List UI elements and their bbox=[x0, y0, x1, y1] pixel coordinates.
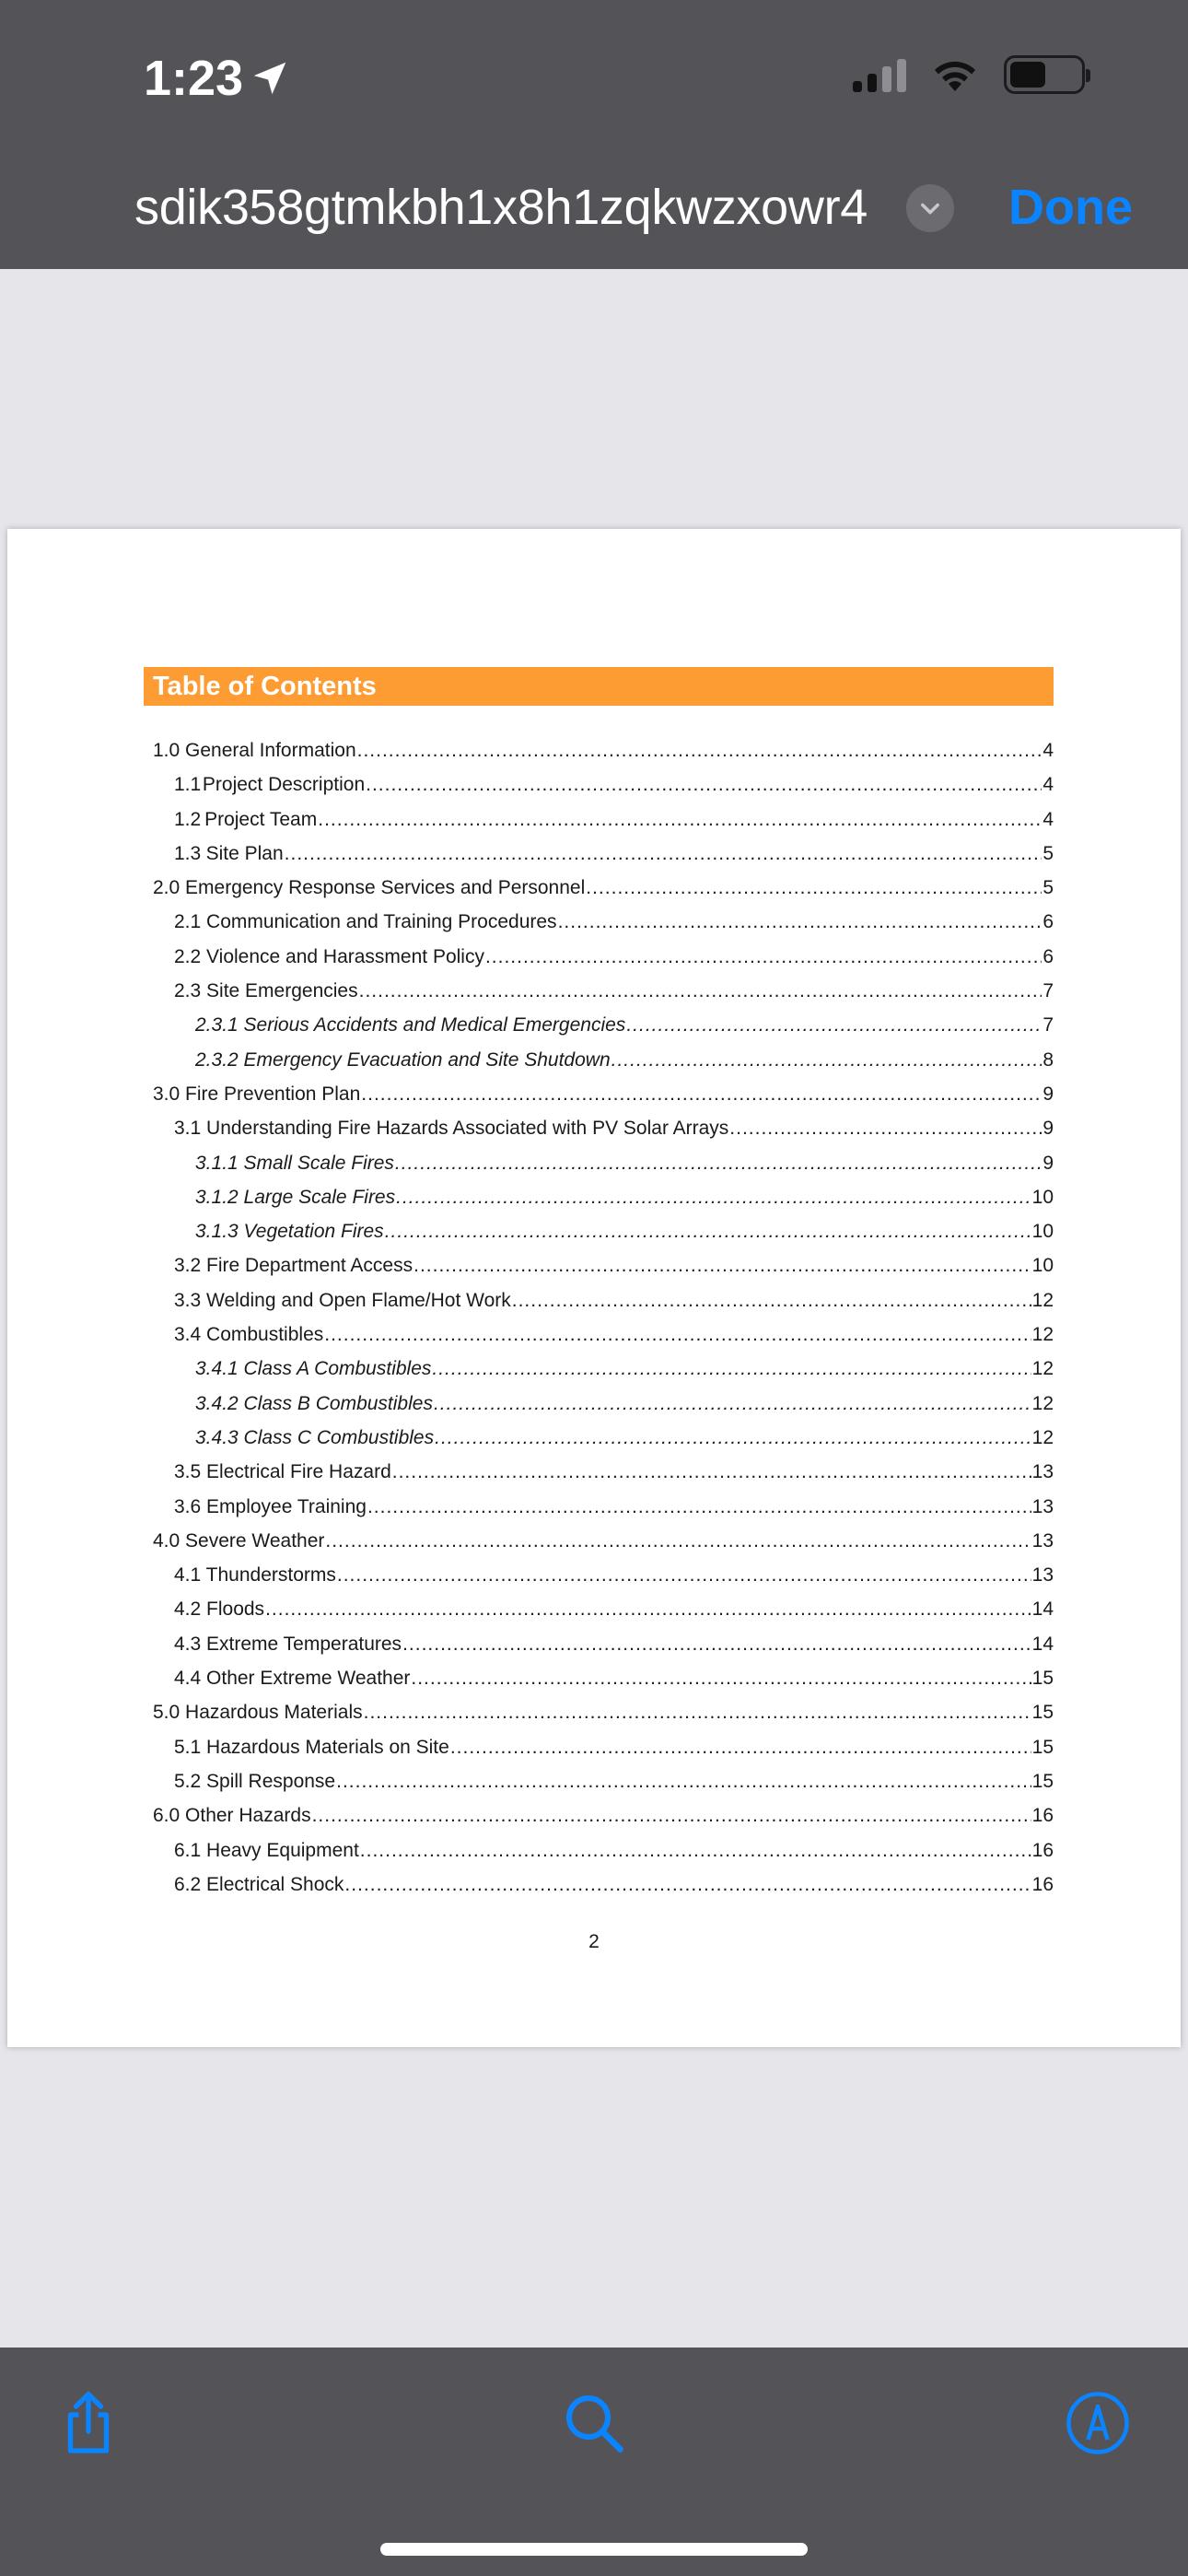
toc-entry-title: 3.4.1 Class A Combustibles bbox=[195, 1358, 432, 1380]
location-arrow-icon bbox=[249, 57, 291, 100]
toc-entry[interactable] bbox=[144, 1455, 1054, 1489]
toc-heading: Table of Contents bbox=[144, 667, 1054, 706]
toc-dot-leader bbox=[344, 1868, 1031, 1902]
toc-dot-leader bbox=[325, 1524, 1031, 1558]
toc-entry-title: 2.0 Emergency Response Services and Personnel bbox=[153, 877, 586, 899]
markup-icon bbox=[1065, 2390, 1131, 2456]
toc-dot-leader bbox=[395, 1146, 1042, 1180]
toc-entry-page: 15 bbox=[1031, 1702, 1054, 1724]
toc-entry[interactable] bbox=[144, 1730, 1054, 1764]
toc-entry-page: 16 bbox=[1031, 1873, 1054, 1895]
toc-entry[interactable] bbox=[144, 1524, 1054, 1558]
toc-entry-page: 10 bbox=[1031, 1186, 1054, 1208]
toc-entry-page: 12 bbox=[1031, 1426, 1054, 1448]
toc-entry-page: 9 bbox=[1042, 1152, 1054, 1174]
toc-entry-page: 9 bbox=[1042, 1083, 1054, 1105]
toc-dot-leader bbox=[485, 940, 1042, 974]
status-time bbox=[144, 50, 291, 107]
toc-entry-page: 16 bbox=[1031, 1839, 1054, 1861]
toc-dot-leader bbox=[318, 802, 1042, 837]
toc-entry[interactable] bbox=[144, 1833, 1054, 1868]
toc-entry-page: 13 bbox=[1031, 1529, 1054, 1551]
toc-entry-number: 1.2 bbox=[174, 808, 202, 830]
toc-entry[interactable] bbox=[144, 1387, 1054, 1421]
toc-dot-leader bbox=[413, 1248, 1031, 1282]
toc-entry-page: 12 bbox=[1031, 1358, 1054, 1380]
pdf-page[interactable] bbox=[7, 529, 1181, 2047]
toc-entry-page: 7 bbox=[1042, 980, 1054, 1002]
toc-entry-title: 3.4.3 Class C Combustibles bbox=[195, 1426, 435, 1448]
bottom-toolbar bbox=[0, 2348, 1188, 2576]
toc-entry[interactable] bbox=[144, 1592, 1054, 1626]
toc-entry-page: 15 bbox=[1031, 1770, 1054, 1792]
toc-entry-page: 10 bbox=[1031, 1221, 1054, 1243]
chevron-down-icon[interactable] bbox=[906, 184, 954, 232]
toc-entry-title: Project Team bbox=[204, 808, 318, 830]
toc-dot-leader bbox=[392, 1455, 1031, 1489]
toc-entry[interactable] bbox=[144, 1627, 1054, 1661]
toc-entry-page: 14 bbox=[1031, 1598, 1054, 1621]
toc-dot-leader bbox=[361, 1077, 1042, 1111]
toc-entry[interactable] bbox=[144, 1317, 1054, 1352]
toc-entry[interactable] bbox=[144, 767, 1054, 802]
toc-entry-page: 5 bbox=[1042, 877, 1054, 899]
toc-entry-title: 6.2 Electrical Shock bbox=[174, 1873, 344, 1895]
toc-entry[interactable] bbox=[144, 871, 1054, 905]
toc-entry-title: 6.1 Heavy Equipment bbox=[174, 1839, 359, 1861]
toc-entry[interactable] bbox=[144, 905, 1054, 939]
toc-entry-title: 3.2 Fire Department Access bbox=[174, 1255, 413, 1277]
toc-dot-leader bbox=[364, 1695, 1031, 1729]
toc-list bbox=[144, 733, 1054, 1902]
toc-dot-leader bbox=[611, 1043, 1042, 1077]
toc-dot-leader bbox=[432, 1352, 1031, 1386]
top-bar bbox=[0, 0, 1188, 269]
toc-entry-page: 7 bbox=[1042, 1014, 1054, 1036]
toc-entry-page: 9 bbox=[1042, 1118, 1054, 1140]
toc-dot-leader bbox=[512, 1283, 1031, 1317]
toc-entry-title: Site Plan bbox=[205, 842, 284, 864]
toc-entry[interactable] bbox=[144, 1008, 1054, 1042]
toc-entry[interactable] bbox=[144, 1214, 1054, 1248]
toc-entry[interactable] bbox=[144, 1421, 1054, 1455]
document-title[interactable]: sdik358gtmkbh1x8h1zqkwzxowr4 bbox=[134, 180, 868, 235]
toc-entry[interactable] bbox=[144, 1490, 1054, 1524]
toc-entry-title: Project Description bbox=[202, 774, 366, 796]
toc-entry[interactable] bbox=[144, 1077, 1054, 1111]
toc-entry[interactable] bbox=[144, 1043, 1054, 1077]
toc-entry-title: 2.3 Site Emergencies bbox=[174, 980, 358, 1002]
toc-entry-title: 3.4.2 Class B Combustibles bbox=[195, 1392, 433, 1414]
home-indicator bbox=[380, 2543, 808, 2556]
toc-entry-title: 3.6 Employee Training bbox=[174, 1495, 367, 1517]
page-number: 2 bbox=[588, 1931, 600, 1952]
toc-entry-number: 1.3 bbox=[174, 842, 202, 864]
share-icon bbox=[55, 2390, 122, 2456]
cellular-signal-icon bbox=[853, 57, 906, 92]
toc-entry[interactable] bbox=[144, 1868, 1054, 1902]
toc-entry-title: 3.1.2 Large Scale Fires bbox=[195, 1186, 396, 1208]
toc-entry[interactable] bbox=[144, 1283, 1054, 1317]
toc-entry-page: 15 bbox=[1031, 1668, 1054, 1690]
toc-entry-title: 4.3 Extreme Temperatures bbox=[174, 1633, 402, 1655]
toc-entry-page: 8 bbox=[1042, 1048, 1054, 1071]
toc-entry[interactable] bbox=[144, 1764, 1054, 1798]
toc-entry-title: 3.3 Welding and Open Flame/Hot Work bbox=[174, 1289, 511, 1311]
toc-dot-leader bbox=[402, 1627, 1031, 1661]
toc-dot-leader bbox=[366, 767, 1042, 802]
toc-entry-title: 4.4 Other Extreme Weather bbox=[174, 1668, 411, 1690]
toc-entry-title: 2.3.1 Serious Accidents and Medical Emergencies bbox=[195, 1014, 626, 1036]
toc-entry-title: 2.2 Violence and Harassment Policy bbox=[174, 945, 484, 967]
toc-dot-leader bbox=[367, 1490, 1031, 1524]
toc-dot-leader bbox=[265, 1592, 1031, 1626]
toc-entry-title: 4.1 Thunderstorms bbox=[174, 1564, 336, 1587]
toc-dot-leader bbox=[411, 1661, 1031, 1695]
toc-entry-title: 1.0 General Information bbox=[153, 740, 356, 761]
toc-dot-leader bbox=[396, 1180, 1031, 1214]
toc-dot-leader bbox=[450, 1730, 1031, 1764]
done-button[interactable]: Done bbox=[1008, 180, 1133, 235]
nav-title-row bbox=[0, 175, 1188, 245]
markup-button[interactable] bbox=[1061, 2386, 1135, 2460]
toc-entry[interactable] bbox=[144, 1248, 1054, 1282]
toc-dot-leader bbox=[729, 1111, 1042, 1145]
toc-entry[interactable] bbox=[144, 1695, 1054, 1729]
toc-entry-title: 6.0 Other Hazards bbox=[153, 1805, 311, 1827]
toc-dot-leader bbox=[586, 871, 1042, 905]
toc-entry-page: 6 bbox=[1042, 945, 1054, 967]
toc-dot-leader bbox=[385, 1214, 1031, 1248]
toc-entry[interactable] bbox=[144, 1146, 1054, 1180]
toc-entry-title: 5.1 Hazardous Materials on Site bbox=[174, 1736, 449, 1758]
toc-entry-title: 2.3.2 Emergency Evacuation and Site Shutdown bbox=[195, 1048, 611, 1071]
toc-entry[interactable] bbox=[144, 1798, 1054, 1832]
toc-entry[interactable] bbox=[144, 1180, 1054, 1214]
toc-dot-leader bbox=[337, 1558, 1031, 1592]
toc-entry-page: 4 bbox=[1042, 808, 1054, 830]
toc-entry-page: 5 bbox=[1042, 842, 1054, 864]
toc-entry-page: 10 bbox=[1031, 1255, 1054, 1277]
toc-dot-leader bbox=[285, 837, 1042, 871]
toc-dot-leader bbox=[359, 974, 1042, 1008]
toc-entry-page: 14 bbox=[1031, 1633, 1054, 1655]
share-button[interactable] bbox=[52, 2386, 125, 2460]
wifi-icon bbox=[930, 56, 980, 93]
toc-entry[interactable] bbox=[144, 974, 1054, 1008]
toc-dot-leader bbox=[324, 1317, 1031, 1352]
battery-icon bbox=[1004, 55, 1085, 94]
toc-entry-title: 4.0 Severe Weather bbox=[153, 1529, 325, 1551]
toc-entry[interactable] bbox=[144, 733, 1054, 767]
status-indicators bbox=[853, 55, 1085, 94]
toc-entry[interactable] bbox=[144, 1111, 1054, 1145]
toc-entry-title: 3.5 Electrical Fire Hazard bbox=[174, 1461, 391, 1483]
toc-entry-page: 4 bbox=[1042, 774, 1054, 796]
toc-entry-page: 16 bbox=[1031, 1805, 1054, 1827]
search-button[interactable] bbox=[557, 2386, 631, 2460]
toc-dot-leader bbox=[312, 1798, 1031, 1832]
toc-dot-leader bbox=[336, 1764, 1031, 1798]
toc-dot-leader bbox=[360, 1833, 1031, 1868]
toc-entry-page: 15 bbox=[1031, 1736, 1054, 1758]
toc-entry-page: 13 bbox=[1031, 1461, 1054, 1483]
toc-entry-title: 2.1 Communication and Training Procedures bbox=[174, 911, 557, 933]
search-icon bbox=[561, 2390, 627, 2456]
toc-entry-title: 3.1.1 Small Scale Fires bbox=[195, 1152, 394, 1174]
clock-label: 1:23 bbox=[144, 51, 244, 106]
toc-dot-leader bbox=[626, 1008, 1042, 1042]
toc-dot-leader bbox=[434, 1387, 1031, 1421]
toc-dot-leader bbox=[357, 733, 1042, 767]
toc-entry-title: 5.2 Spill Response bbox=[174, 1770, 336, 1792]
toc-dot-leader bbox=[435, 1421, 1031, 1455]
toc-entry-page: 6 bbox=[1042, 911, 1054, 933]
toc-dot-leader bbox=[558, 905, 1042, 939]
toc-entry-title: 5.0 Hazardous Materials bbox=[153, 1702, 363, 1724]
toc-entry-title: 3.0 Fire Prevention Plan bbox=[153, 1083, 361, 1105]
toc-entry-page: 12 bbox=[1031, 1289, 1054, 1311]
toc-entry-page: 13 bbox=[1031, 1564, 1054, 1587]
toc-entry[interactable] bbox=[144, 940, 1054, 974]
toc-entry[interactable] bbox=[144, 1352, 1054, 1386]
toc-entry[interactable] bbox=[144, 1661, 1054, 1695]
toc-entry[interactable] bbox=[144, 1558, 1054, 1592]
toc-entry-page: 13 bbox=[1031, 1495, 1054, 1517]
toc-entry[interactable] bbox=[144, 837, 1054, 871]
toc-entry-title: 4.2 Floods bbox=[174, 1598, 265, 1621]
toc-entry[interactable] bbox=[144, 802, 1054, 837]
toc-entry-title: 3.1.3 Vegetation Fires bbox=[195, 1221, 384, 1243]
toc-entry-page: 12 bbox=[1031, 1324, 1054, 1346]
toc-entry-page: 12 bbox=[1031, 1392, 1054, 1414]
toc-entry-page: 4 bbox=[1042, 740, 1054, 761]
toc-entry-number: 1.1 bbox=[174, 774, 202, 796]
toc-entry-title: 3.1 Understanding Fire Hazards Associated with PV Solar Arrays bbox=[174, 1118, 729, 1140]
toc-entry-title: 3.4 Combustibles bbox=[174, 1324, 324, 1346]
